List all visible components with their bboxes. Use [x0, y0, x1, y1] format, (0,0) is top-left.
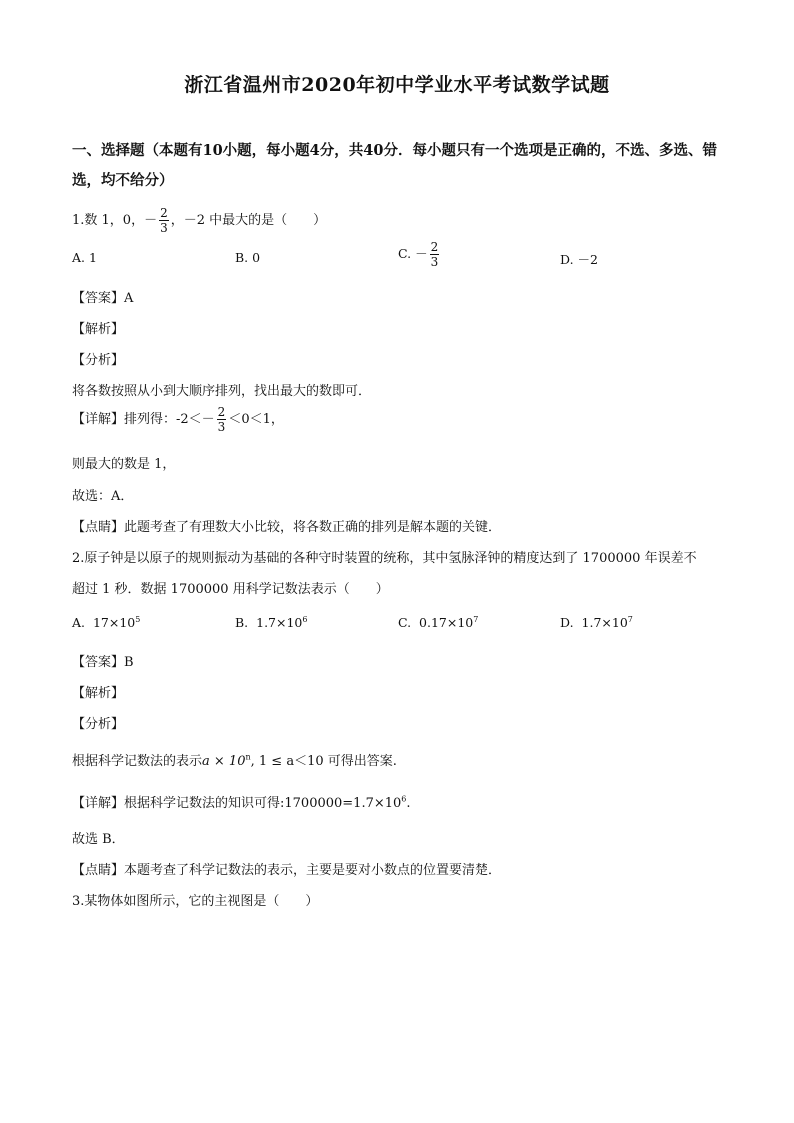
q2-option-c: C. $0.17\times 10^7$ — [398, 615, 479, 631]
q1-jiexi: 【解析】 — [72, 322, 125, 337]
q2-option-b: B. $1.7\times 10^6$ — [235, 615, 308, 631]
q1-max-line: 则最大的数是 1， — [72, 457, 176, 472]
q1-option-a: A. 1 — [72, 250, 97, 265]
q1-fenxi: 【分析】 — [72, 353, 125, 368]
question-1-stem: 1.数 1，0，－ $\frac{2}{3}$ ，－2 中最大的是（ ） — [72, 206, 327, 235]
q1-detail: 【详解】排列得：-2＜－ $\frac{2}{3}$ ＜0＜1， — [72, 405, 284, 434]
q2-fenxi-text: 根据科学记数法的表示$a \times 10^n$, 1 ≤ a＜10 可得出答案. — [72, 752, 397, 769]
q1-option-c-fraction: $\frac{2}{3}$ — [430, 240, 439, 269]
q2-choose: 故选 B． — [72, 832, 125, 847]
section-heading: 一、选择题（本题有10小题，每小题4分，共40分．每小题只有一个选项是正确的，不选、多选、错选，均不给分） — [72, 142, 717, 189]
q2-fenxi: 【分析】 — [72, 717, 125, 732]
q1-option-c: C. － $\frac{2}{3}$ — [398, 240, 439, 269]
q2-option-d: D. $1.7\times 10^7$ — [560, 615, 633, 631]
q1-answer: 【答案】A — [72, 291, 134, 306]
question-2-stem-line-1: 2.原子钟是以原子的规则振动为基础的各种守时装置的统称，其中氢脉泽钟的精度达到了 1700000 年误差不 — [72, 551, 697, 566]
question-2-stem-line-2: 超过 1 秒．数据 1700000 用科学记数法表示（ ） — [72, 582, 389, 597]
q2-answer: 【答案】B — [72, 655, 134, 670]
q2-option-a: A. $17\times 10^5$ — [72, 615, 141, 631]
q1-option-b: B. 0 — [235, 250, 261, 265]
q1-option-d: D. －2 — [560, 252, 598, 267]
q1-comment: 【点睛】此题考查了有理数大小比较，将各数正确的排列是解本题的关键． — [72, 520, 502, 535]
question-3-stem: 3.某物体如图所示，它的主视图是（ ） — [72, 894, 319, 909]
q1-choose: 故选：A． — [72, 489, 134, 504]
q2-detail: 【详解】根据科学记数法的知识可得$:1700000=1.7\times 10^6$. — [72, 794, 411, 811]
q1-detail-fraction: $\frac{2}{3}$ — [217, 405, 226, 434]
q1-stem-post: ，－2 中最大的是（ ） — [170, 213, 327, 228]
q2-comment: 【点睛】本题考查了科学记数法的表示，主要是要对小数点的位置要清楚． — [72, 863, 502, 878]
q1-fenxi-text: 将各数按照从小到大顺序排列，找出最大的数即可． — [72, 384, 372, 399]
page-title: 浙江省温州市2020年初中学业水平考试数学试题 — [184, 74, 610, 96]
q1-stem-pre: 1.数 1，0， — [72, 213, 145, 228]
q2-jiexi: 【解析】 — [72, 686, 125, 701]
q1-fraction: $\frac{2}{3}$ — [160, 206, 168, 235]
